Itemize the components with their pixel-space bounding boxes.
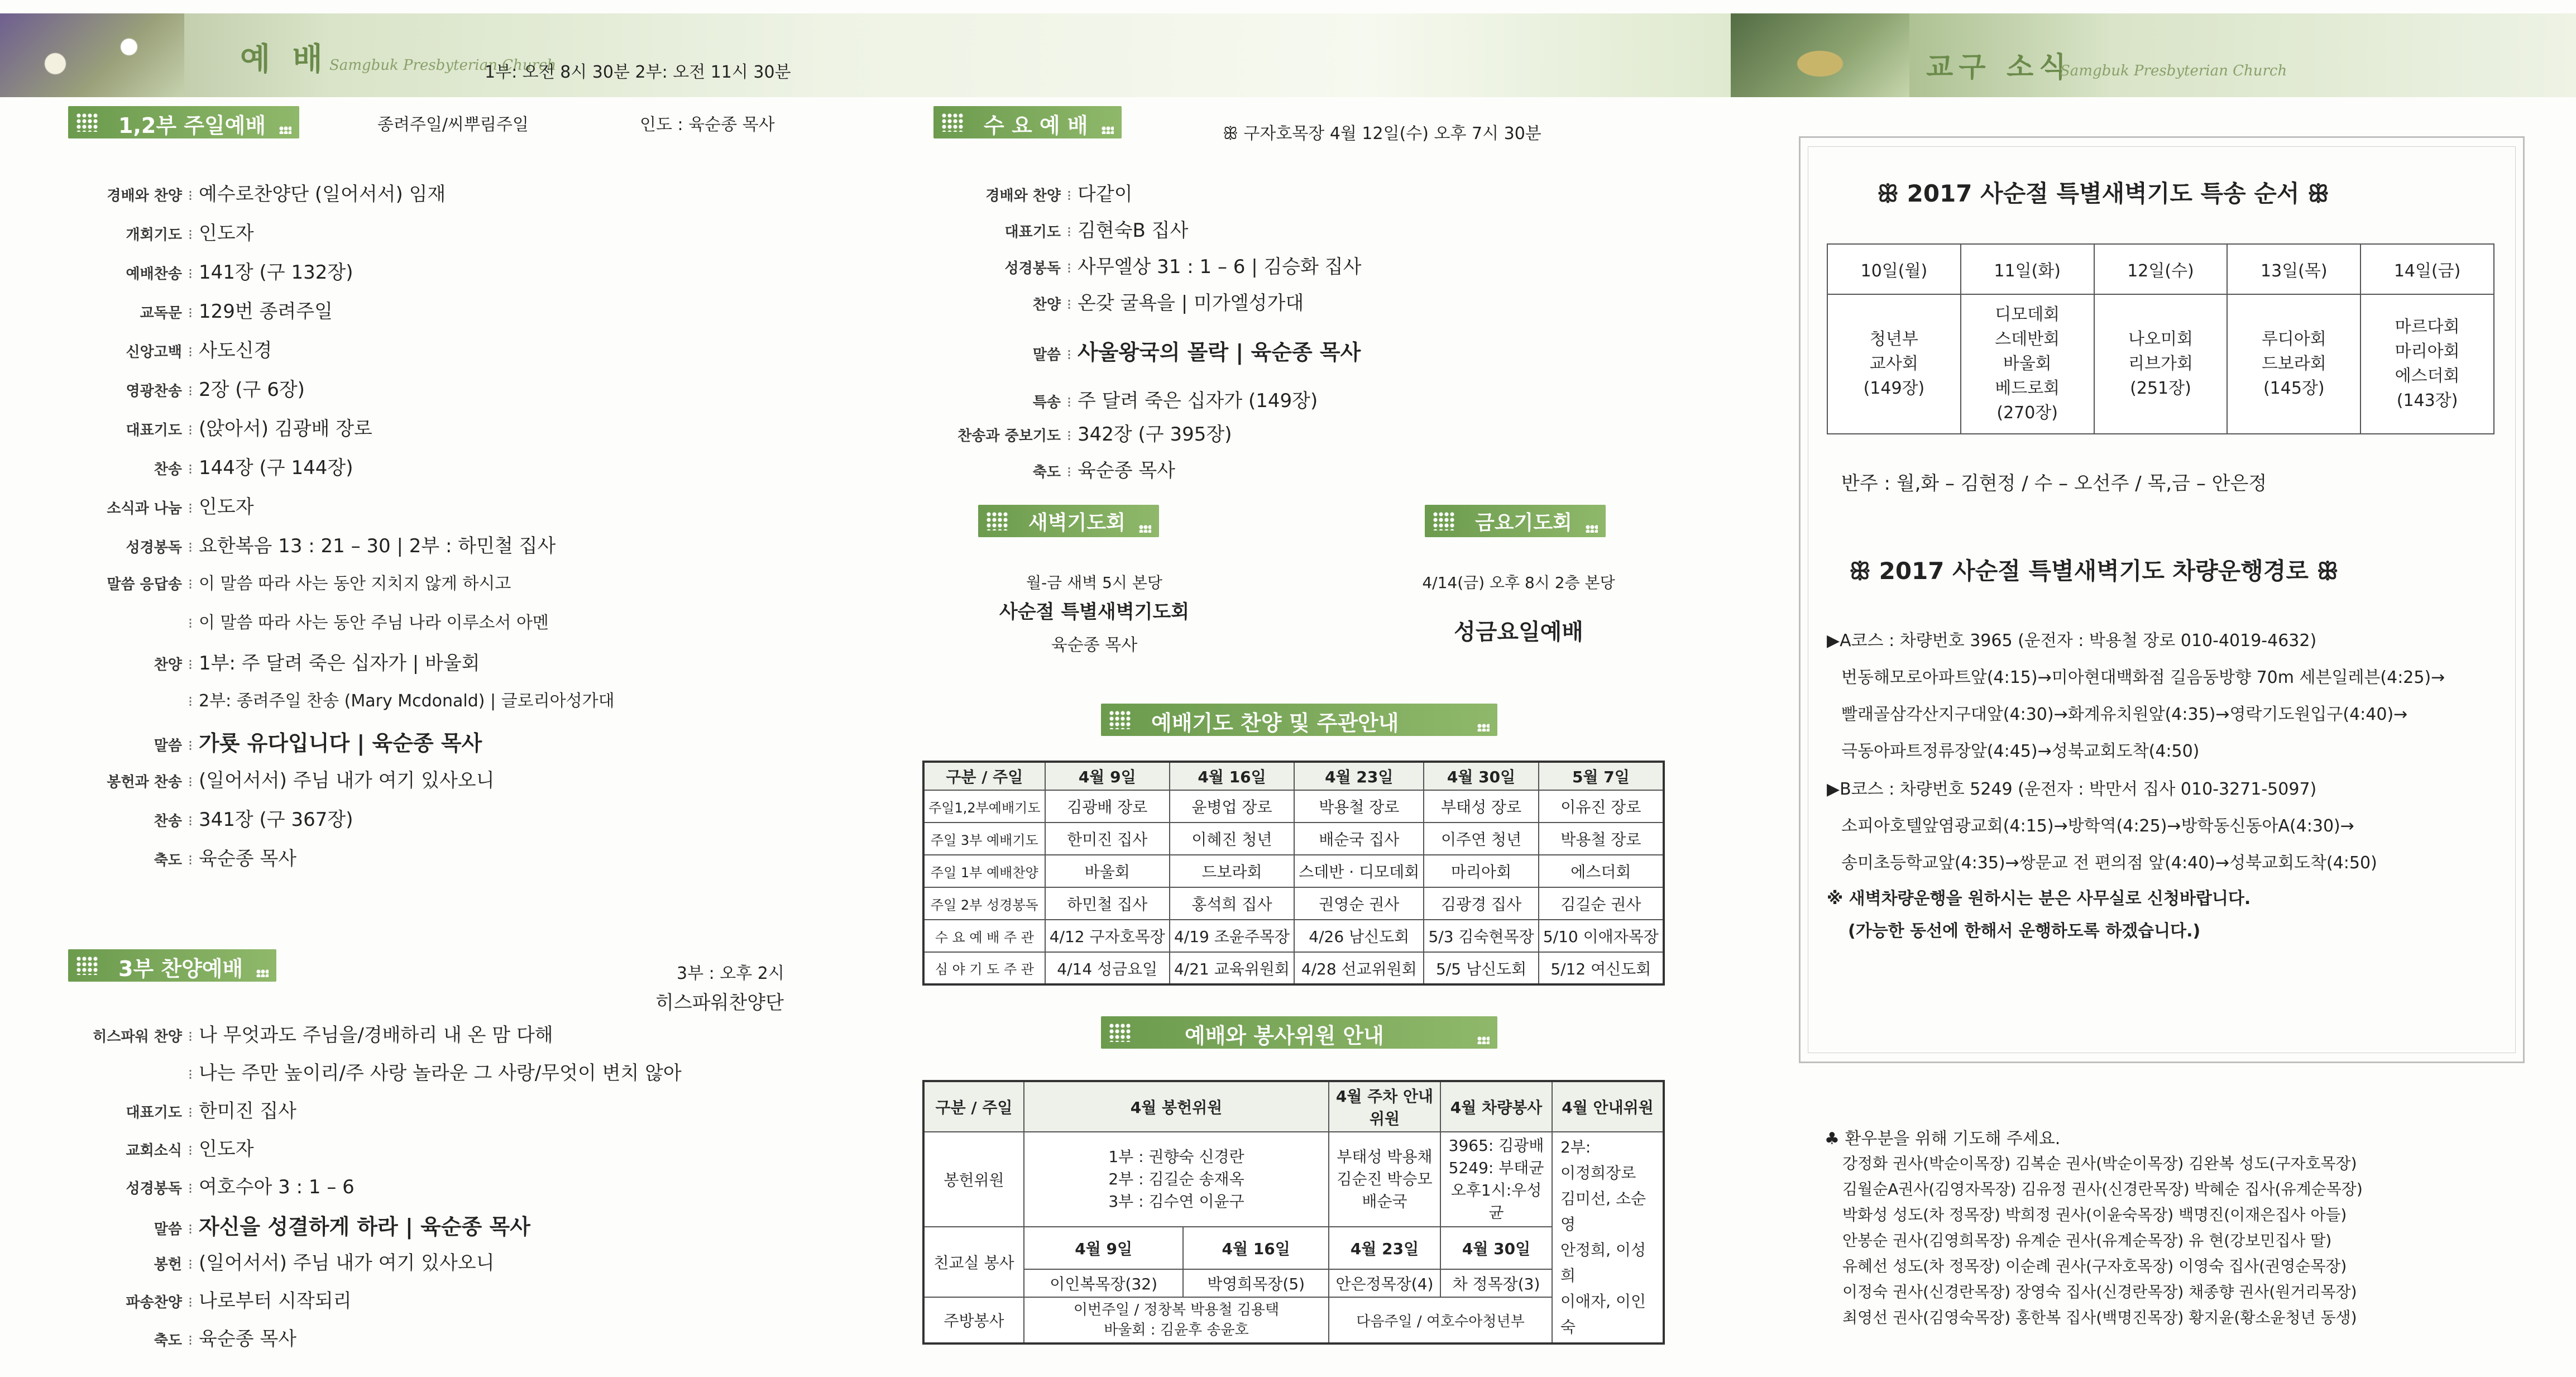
serve-table	[922, 1080, 1665, 1345]
order-row	[56, 452, 353, 480]
order-label: 대표기도	[126, 1105, 182, 1121]
order-value: 341장 (구 367장)	[199, 809, 353, 831]
route-line: 송미초등학교앞(4:35)→쌍문교 전 편의점 앞(4:40)→성북교회도착(4:50)	[1841, 853, 2377, 873]
order-value: 사도신경	[199, 340, 272, 362]
special-song-title: ꕥ 2017 사순절 특별새벽기도 특송 순서 ꕥ	[1877, 180, 2330, 207]
serve-head-2: 4월 주차 안내위원	[1329, 1081, 1440, 1132]
order-row	[56, 257, 353, 284]
dot-separator: ⁝	[188, 1067, 193, 1083]
dot-separator: ⁝	[188, 774, 193, 791]
dot-separator: ⁝	[188, 266, 193, 283]
order-value: 온갖 굴욕을 | 미가엘성가대	[1078, 292, 1304, 314]
dot-separator: ⁝	[1066, 297, 1072, 313]
order-row	[56, 609, 549, 633]
prayer-line: 유혜선 성도(차 정목장) 이순례 권사(구자호목장) 이영숙 집사(권영순목장)	[1842, 1257, 2347, 1275]
banner-news-subtitle: Samgbuk Presbyterian Church	[2060, 63, 2287, 79]
table-cell: 4/21 교육위원회	[1170, 952, 1294, 984]
scroll-ornament-icon: ꕥ	[1877, 180, 1907, 207]
order-label: 봉헌과 찬송	[107, 774, 182, 791]
duty-head: 4월 16일	[1170, 762, 1294, 790]
fellow-date-2: 4월 23일	[1329, 1227, 1440, 1269]
dot-separator: ⁝	[188, 305, 193, 322]
order-label: 찬송	[154, 461, 182, 478]
table-cell: 이주연 청년	[1424, 823, 1538, 855]
order-value: 2장 (구 6장)	[199, 379, 305, 401]
order-value: 이 말씀 따라 사는 동안 주님 나라 이루소서 아멘	[199, 613, 549, 633]
order-value: 육순종 목사	[199, 1328, 297, 1350]
dot-separator: ⁝	[188, 1294, 193, 1311]
table-cell: 에스더회	[1539, 855, 1664, 887]
table-cell: 마리아회	[1424, 855, 1538, 887]
dot-separator: ⁝	[188, 852, 193, 869]
order-label: 경배와 찬양	[107, 188, 182, 204]
flower-photo	[0, 13, 184, 97]
fellow-val-3: 차 정목장(3)	[1440, 1269, 1552, 1297]
order-value: 1부: 주 달려 죽은 십자가 | 바울회	[199, 652, 480, 675]
friday-title: 성금요일예배	[1454, 619, 1583, 645]
order-row	[56, 765, 495, 792]
table-cell: 권영순 권사	[1294, 887, 1424, 920]
table-cell: 5/5 남신도회	[1424, 952, 1538, 984]
dot-separator: ⁝	[188, 694, 193, 710]
table-cell: 이혜진 청년	[1170, 823, 1294, 855]
dawn-title: 사순절 특별새벽기도회	[999, 601, 1190, 623]
order-value: 요한복음 13 : 21 – 30 | 2부 : 하민철 집사	[199, 535, 556, 557]
header-sunday-3: 3부 찬양예배	[68, 949, 276, 982]
sunday-leader: 인도 : 육순종 목사	[640, 115, 775, 135]
dot-separator: ⁝	[188, 576, 193, 593]
wednesday-note: ꕥ 구자호목장 4월 12일(수) 오후 7시 30분	[1223, 124, 1541, 144]
order-value: 141장 (구 132장)	[199, 261, 353, 284]
order-row	[56, 179, 446, 206]
dot-separator: ⁝	[188, 1332, 193, 1349]
dot-separator: ⁝	[188, 813, 193, 830]
table-cell: 김광경 집사	[1424, 887, 1538, 920]
dot-separator: ⁝	[188, 500, 193, 517]
row-header: 주일 1부 예배찬양	[923, 855, 1045, 887]
dot-separator: ⁝	[188, 422, 193, 439]
order-label: 파송찬양	[126, 1294, 182, 1311]
table-cell: 하민철 집사	[1045, 887, 1170, 920]
order-label: 말씀	[1032, 347, 1061, 364]
order-row	[56, 726, 482, 757]
table-cell: 4/26 남신도회	[1294, 920, 1424, 952]
table-cell: 부태성 장로	[1424, 790, 1538, 823]
song-cell: 청년부 교사회 (149장)	[1827, 294, 1961, 434]
kitchen-next-week: 다음주일 / 여호수아청년부	[1329, 1297, 1552, 1343]
fellowship-label: 친교실 봉사	[923, 1227, 1024, 1297]
dawn-time: 월-금 새벽 5시 본당	[1026, 573, 1162, 592]
order-label: 축도	[154, 1332, 182, 1349]
table-cell: 스데반 · 디모데회	[1294, 855, 1424, 887]
row-header: 주일1,2부예배기도	[923, 790, 1045, 823]
dot-separator: ⁝	[1066, 260, 1072, 277]
order-row	[916, 335, 1361, 366]
header-serve: 예배와 봉사위원 안내	[1101, 1016, 1497, 1049]
order-value: 나는 주만 높이리/주 사랑 놀라운 그 사랑/무엇이 변치 않아	[199, 1062, 682, 1084]
order-value: 주 달려 죽은 십자가 (149장)	[1078, 390, 1318, 412]
table-cell: 드보라회	[1170, 855, 1294, 887]
fellow-date-0: 4월 9일	[1024, 1227, 1183, 1269]
tree-photo	[1731, 13, 1909, 97]
prayer-line: 박화성 성도(차 정목장) 박희정 권사(이윤숙목장) 백명진(이재은집사 아들)	[1842, 1206, 2347, 1224]
order-value: 자신을 성결하게 하라 | 육순종 목사	[199, 1215, 530, 1239]
order-value: 한미진 집사	[199, 1100, 297, 1122]
order-label: 예배찬송	[126, 266, 182, 283]
duty-head: 4월 23일	[1294, 762, 1424, 790]
fellow-val-1: 박영희목장(5)	[1183, 1269, 1329, 1297]
order-row	[916, 455, 1175, 482]
scroll-ornament-icon: ꕥ	[2308, 557, 2339, 585]
banner-worship	[0, 13, 826, 97]
order-label: 교회소식	[126, 1142, 182, 1159]
order-value: (앉아서) 김광배 장로	[199, 418, 372, 440]
order-value: 나로부터 시작되리	[199, 1290, 352, 1312]
special-song-table	[1827, 243, 2494, 434]
offering-label: 봉헌위원	[923, 1132, 1024, 1227]
table-row	[923, 790, 1664, 823]
table-row	[923, 920, 1664, 952]
route-line: 빨래골삼각산지구대앞(4:30)→화계유치원앞(4:35)→영락기도원입구(4:40)→	[1841, 705, 2408, 724]
order-value: 인도자	[199, 1138, 254, 1160]
order-row	[56, 1247, 495, 1275]
order-value: 육순종 목사	[199, 848, 297, 870]
friday-time: 4/14(금) 오후 8시 2층 본당	[1422, 573, 1615, 592]
table-cell: 윤병업 장로	[1170, 790, 1294, 823]
order-label: 성경봉독	[126, 1180, 182, 1197]
row-header: 수 요 예 배 주 관	[923, 920, 1045, 952]
table-row	[923, 887, 1664, 920]
dot-separator: ⁝	[188, 1180, 193, 1197]
route-line: ▶B코스 : 차량번호 5249 (운전자 : 박만서 집사 010-3271-5097)	[1827, 780, 2317, 799]
car-members: 3965: 김광배 5249: 부태균 오후1시:우성균	[1440, 1132, 1552, 1227]
table-row	[923, 952, 1664, 984]
dot-separator: ⁝	[188, 615, 193, 632]
order-value: 인도자	[199, 496, 254, 518]
table-cell: 홍석희 집사	[1170, 887, 1294, 920]
dot-separator: ⁝	[1066, 224, 1072, 241]
fellow-date-3: 4월 30일	[1440, 1227, 1552, 1269]
duty-head: 4월 30일	[1424, 762, 1538, 790]
day-head: 11일(화)	[1961, 244, 2094, 294]
car-route-title: ꕥ 2017 사순절 특별새벽기도 차량운행경로 ꕥ	[1849, 557, 2339, 585]
route-line: 극동아파트정류장앞(4:45)→성북교회도착(4:50)	[1841, 742, 2200, 761]
table-cell: 5/10 이애자목장	[1539, 920, 1664, 952]
dot-separator: ⁝	[1066, 464, 1072, 481]
order-row	[56, 570, 511, 594]
kitchen-label: 주방봉사	[923, 1297, 1024, 1343]
kitchen-this-week: 이번주일 / 정창복 박용철 김용택 바울회 : 김윤후 송윤호	[1024, 1297, 1329, 1343]
dot-separator: ⁝	[188, 1142, 193, 1159]
header-wednesday: 수 요 예 배	[933, 106, 1122, 138]
header-sunday-12: 1,2부 주일예배	[68, 106, 299, 138]
scroll-ornament-icon: ꕥ	[1223, 124, 1244, 144]
song-cell: 나오미회 리브가회 (251장)	[2094, 294, 2228, 434]
dot-separator: ⁝	[188, 539, 193, 556]
song-cell: 마르다회 마리아회 에스더회 (143장)	[2360, 294, 2494, 434]
order-row	[56, 1209, 530, 1240]
order-row	[56, 1172, 355, 1199]
dot-separator: ⁝	[1066, 428, 1072, 444]
table-cell: 박용철 장로	[1539, 823, 1664, 855]
order-row	[56, 530, 556, 558]
order-row	[56, 296, 333, 323]
parking-members: 부태성 박용채 김순진 박승모 배순국	[1329, 1132, 1440, 1227]
order-row	[56, 1323, 296, 1351]
serve-head-3: 4월 차량봉사	[1440, 1081, 1552, 1132]
order-value: (일어서서) 주님 내가 여기 있사오니	[199, 769, 495, 792]
table-cell: 바울회	[1045, 855, 1170, 887]
prayer-line: 안봉순 권사(김영희목장) 유계순 권사(유계순목장) 유 현(강보민집사 딸)	[1842, 1231, 2332, 1250]
dot-separator: ⁝	[188, 383, 193, 400]
order-value: (일어서서) 주님 내가 여기 있사오니	[199, 1252, 495, 1274]
duty-table	[922, 761, 1665, 986]
order-row	[56, 1058, 682, 1085]
table-cell: 김길순 권사	[1539, 887, 1664, 920]
order-row	[916, 215, 1188, 242]
dot-separator: ⁝	[188, 1221, 193, 1238]
order-label: 찬양	[154, 657, 182, 673]
order-row	[916, 251, 1362, 279]
third-service-team: 히스파워찬양단	[655, 992, 784, 1014]
order-label: 경배와 찬양	[985, 188, 1061, 204]
order-row	[916, 385, 1318, 413]
order-value: 가룟 유다입니다 | 육순종 목사	[199, 731, 482, 756]
order-value: 인도자	[199, 222, 254, 245]
order-label: 봉헌	[154, 1256, 182, 1273]
table-cell: 배순국 집사	[1294, 823, 1424, 855]
duty-head: 5월 7일	[1539, 762, 1664, 790]
order-label: 찬양	[1032, 297, 1061, 313]
header-dawn: 새벽기도회	[978, 505, 1159, 537]
song-cell: 루디아회 드보라회 (145장)	[2227, 294, 2360, 434]
duty-head: 4월 9일	[1045, 762, 1170, 790]
order-row	[56, 687, 615, 711]
order-row	[56, 843, 296, 871]
dot-separator: ⁝	[1066, 347, 1072, 364]
worship-times: 1부: 오전 8시 30분 2부: 오전 11시 30분	[485, 63, 791, 82]
day-head: 13일(목)	[2227, 244, 2360, 294]
order-value: 예수로찬양단 (일어서서) 임재	[199, 183, 446, 205]
order-value: 342장 (구 395장)	[1078, 423, 1232, 446]
order-row	[56, 374, 305, 401]
third-service-time: 3부 : 오후 2시	[677, 964, 784, 983]
order-row	[916, 419, 1232, 446]
order-label: 대표기도	[126, 422, 182, 439]
header-duty: 예배기도 찬양 및 주관안내	[1101, 704, 1497, 736]
order-value: 144장 (구 144장)	[199, 457, 353, 479]
route-line: ▶A코스 : 차량번호 3965 (운전자 : 박용철 장로 010-4019-4632)	[1827, 631, 2317, 651]
banner-title: 예 배	[240, 41, 328, 78]
fellow-date-1: 4월 16일	[1183, 1227, 1329, 1269]
order-row	[56, 413, 372, 441]
offering-members: 1부 : 권향숙 신경란 2부 : 김길순 송재옥 3부 : 김수연 이윤구	[1024, 1132, 1329, 1227]
prayer-line: 강정화 권사(박순이목장) 김복순 권사(박순이목장) 김완복 성도(구자호목장)	[1842, 1154, 2357, 1173]
order-row	[56, 1096, 296, 1123]
dot-separator: ⁝	[188, 657, 193, 673]
route-line: (가능한 동선에 한해서 운행하도록 하겠습니다.)	[1848, 921, 2201, 941]
dot-separator: ⁝	[188, 461, 193, 478]
order-label: 대표기도	[1004, 224, 1061, 241]
serve-head-4: 4월 안내위원	[1552, 1081, 1664, 1132]
order-value: 2부: 종려주일 찬송 (Mary Mcdonald) | 글로리아성가대	[199, 691, 615, 711]
order-row	[56, 1020, 553, 1047]
table-cell: 박용철 장로	[1294, 790, 1424, 823]
banner-middle	[826, 13, 1731, 97]
order-label: 찬송과 중보기도	[957, 428, 1061, 444]
order-label: 교독문	[140, 305, 182, 322]
table-cell: 5/12 여신도회	[1539, 952, 1664, 984]
dot-separator: ⁝	[1066, 394, 1072, 411]
order-label: 영광찬송	[126, 383, 182, 400]
header-friday: 금요기도회	[1425, 505, 1606, 537]
scroll-ornament-icon: ꕥ	[1849, 557, 1879, 585]
order-value: 사울왕국의 몰락 | 육순종 목사	[1078, 340, 1361, 365]
table-cell: 4/12 구자호목장	[1045, 920, 1170, 952]
dot-separator: ⁝	[188, 344, 193, 361]
fellow-val-0: 이인복목장(32)	[1024, 1269, 1183, 1297]
order-label: 말씀 응답송	[107, 576, 182, 593]
order-row	[56, 1134, 254, 1161]
dot-separator: ⁝	[188, 1256, 193, 1273]
route-line: 소피아호텔앞염광교회(4:15)→방학역(4:25)→방학동신동아A(4:30)→	[1841, 816, 2354, 836]
table-cell: 5/3 김숙현목장	[1424, 920, 1538, 952]
route-line: 번동해모로아파트앞(4:15)→미아현대백화점 길음동방향 70m 세븐일레븐(4:25)→	[1841, 668, 2445, 687]
table-cell: 한미진 집사	[1045, 823, 1170, 855]
order-row	[56, 491, 254, 519]
row-header: 주일 2부 성경봉독	[923, 887, 1045, 920]
table-cell: 4/28 선교위원회	[1294, 952, 1424, 984]
order-label: 성경봉독	[1004, 260, 1061, 277]
day-head: 12일(수)	[2094, 244, 2228, 294]
route-line: ※ 새벽차량운행을 원하시는 분은 사무실로 신청바랍니다.	[1827, 889, 2251, 909]
dot-separator: ⁝	[188, 738, 193, 754]
order-value: 사무엘상 31 : 1 – 6 | 김승화 집사	[1078, 256, 1362, 278]
prayer-line: 이정숙 권사(신경란목장) 장영숙 집사(신경란목장) 채종향 권사(원거리목장)	[1842, 1283, 2357, 1301]
order-label: 성경봉독	[126, 539, 182, 556]
serve-head-1: 4월 봉헌위원	[1024, 1081, 1329, 1132]
duty-head: 구분 / 주일	[923, 762, 1045, 790]
dot-separator: ⁝	[188, 188, 193, 204]
order-label: 소식과 나눔	[107, 500, 182, 517]
order-value: 다같이	[1078, 183, 1133, 205]
order-row	[916, 288, 1304, 315]
order-value: 나 무엇과도 주님을/경배하리 내 온 맘 다해	[199, 1024, 553, 1046]
accompanist: 반주 : 월,화 – 김현정 / 수 – 오선주 / 목,금 – 안은정	[1841, 472, 2267, 495]
order-label: 말씀	[154, 1221, 182, 1238]
song-cell: 디모데회 스데반회 바울회 베드로회 (270장)	[1961, 294, 2094, 434]
table-cell: 김광배 장로	[1045, 790, 1170, 823]
order-value: 이 말씀 따라 사는 동안 지치지 않게 하시고	[199, 574, 511, 594]
dot-separator: ⁝	[188, 1029, 193, 1045]
day-head: 14일(금)	[2360, 244, 2494, 294]
prayer-title: ♣ 환우분을 위해 기도해 주세요.	[1825, 1129, 2061, 1149]
dot-separator: ⁝	[188, 1105, 193, 1121]
order-label: 히스파워 찬양	[93, 1029, 182, 1045]
table-cell: 4/14 성금요일	[1045, 952, 1170, 984]
table-row	[923, 855, 1664, 887]
sunday-theme: 종려주일/씨뿌림주일	[377, 115, 529, 135]
order-value: 육순종 목사	[1078, 460, 1176, 482]
order-row	[56, 804, 353, 831]
order-label: 축도	[1032, 464, 1061, 481]
table-row	[923, 823, 1664, 855]
day-head: 10일(월)	[1827, 244, 1961, 294]
serve-head-0: 구분 / 주일	[923, 1081, 1024, 1132]
dot-separator: ⁝	[1066, 188, 1072, 204]
banner-news-title: 교구 소식	[1926, 50, 2072, 83]
dawn-preacher: 육순종 목사	[1051, 635, 1138, 655]
scroll-ornament-icon: ꕥ	[2299, 180, 2330, 207]
order-row	[56, 335, 272, 362]
order-row	[56, 218, 254, 245]
order-label: 개회기도	[126, 227, 182, 243]
banner-subtitle: Samgbuk Presbyterian Church	[329, 57, 557, 74]
table-cell: 이유진 장로	[1539, 790, 1664, 823]
order-label: 축도	[154, 852, 182, 869]
order-value: 여호수아 3 : 1 – 6	[199, 1176, 355, 1198]
fellow-val-2: 안은정목장(4)	[1329, 1269, 1440, 1297]
order-label: 말씀	[154, 738, 182, 754]
prayer-line: 김월순A권사(김영자목장) 김유정 권사(신경란목장) 박혜순 집사(유계순목장)	[1842, 1180, 2363, 1198]
order-row	[916, 179, 1133, 206]
banner-news	[1731, 13, 2576, 97]
order-row	[56, 1285, 352, 1313]
order-value: 김현숙B 집사	[1078, 219, 1189, 242]
prayer-line: 최영선 권사(김영숙목장) 홍한복 집사(백명진목장) 황지윤(황소윤청년 동생)	[1842, 1308, 2357, 1327]
table-cell: 4/19 조윤주목장	[1170, 920, 1294, 952]
row-header: 심 야 기 도 주 관	[923, 952, 1045, 984]
guide-members: 2부: 이정희장로 김미선, 소순영 안정희, 이성희 이애자, 이인숙	[1552, 1132, 1664, 1343]
row-header: 주일 3부 예배기도	[923, 823, 1045, 855]
dot-separator: ⁝	[188, 227, 193, 243]
order-label: 찬송	[154, 813, 182, 830]
order-value: 129번 종려주일	[199, 300, 333, 323]
order-label: 특송	[1032, 394, 1061, 411]
order-row	[56, 648, 480, 675]
order-label: 신앙고백	[126, 344, 182, 361]
